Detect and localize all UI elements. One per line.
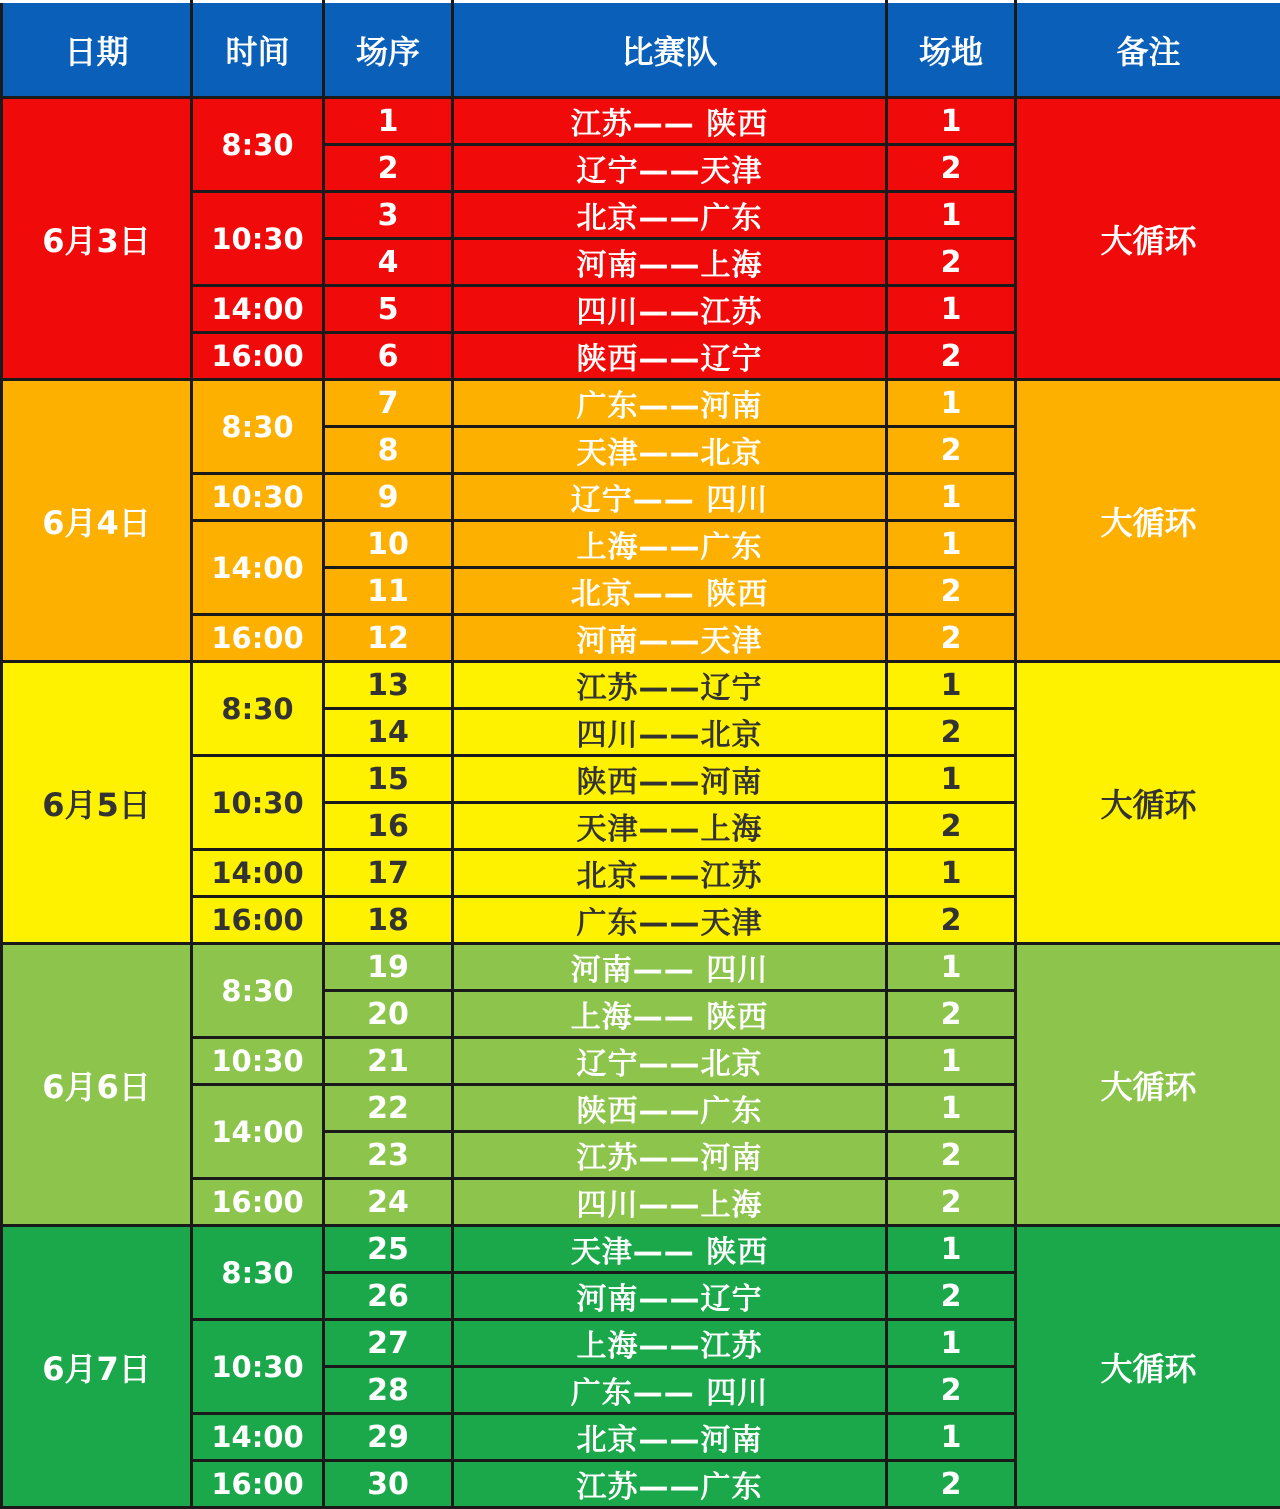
venue-cell: 1 (887, 1085, 1016, 1132)
match-seq-cell: 19 (324, 944, 453, 991)
match-seq-cell: 16 (324, 803, 453, 850)
time-cell: 14:00 (192, 286, 324, 333)
table-row (2, 98, 1280, 145)
header-venue: 场地 (887, 2, 1016, 98)
table-header (2, 2, 1280, 98)
header-date: 日期 (2, 2, 192, 98)
venue-cell: 2 (887, 1367, 1016, 1414)
venue-cell: 2 (887, 1273, 1016, 1320)
match-seq-cell: 24 (324, 1179, 453, 1226)
time-cell: 10:30 (192, 1038, 324, 1085)
teams-cell: 天津——北京 (453, 427, 887, 474)
time-cell: 14:00 (192, 1414, 324, 1461)
date-cell: 6月5日 (2, 662, 192, 944)
time-cell: 10:30 (192, 1320, 324, 1414)
note-cell: 大循环 (1016, 1226, 1280, 1508)
venue-cell: 2 (887, 615, 1016, 662)
teams-cell: 上海—— 陕西 (453, 991, 887, 1038)
venue-cell: 1 (887, 474, 1016, 521)
venue-cell: 2 (887, 145, 1016, 192)
teams-cell: 江苏——河南 (453, 1132, 887, 1179)
venue-cell: 1 (887, 1414, 1016, 1461)
time-cell: 10:30 (192, 474, 324, 521)
venue-cell: 1 (887, 98, 1016, 145)
table-row (2, 1226, 1280, 1273)
match-seq-cell: 20 (324, 991, 453, 1038)
venue-cell: 1 (887, 286, 1016, 333)
time-cell: 8:30 (192, 380, 324, 474)
teams-cell: 广东—— 四川 (453, 1367, 887, 1414)
match-seq-cell: 25 (324, 1226, 453, 1273)
match-seq-cell: 30 (324, 1461, 453, 1508)
match-seq-cell: 23 (324, 1132, 453, 1179)
teams-cell: 江苏——辽宁 (453, 662, 887, 709)
match-seq-cell: 4 (324, 239, 453, 286)
venue-cell: 1 (887, 944, 1016, 991)
match-seq-cell: 17 (324, 850, 453, 897)
match-seq-cell: 1 (324, 98, 453, 145)
venue-cell: 1 (887, 662, 1016, 709)
time-cell: 14:00 (192, 850, 324, 897)
note-cell: 大循环 (1016, 662, 1280, 944)
venue-cell: 2 (887, 239, 1016, 286)
teams-cell: 广东——河南 (453, 380, 887, 427)
venue-cell: 1 (887, 192, 1016, 239)
date-cell: 6月7日 (2, 1226, 192, 1508)
time-cell: 10:30 (192, 192, 324, 286)
match-seq-cell: 22 (324, 1085, 453, 1132)
match-seq-cell: 11 (324, 568, 453, 615)
teams-cell: 北京——河南 (453, 1414, 887, 1461)
teams-cell: 辽宁——北京 (453, 1038, 887, 1085)
match-seq-cell: 21 (324, 1038, 453, 1085)
match-seq-cell: 2 (324, 145, 453, 192)
teams-cell: 北京—— 陕西 (453, 568, 887, 615)
teams-cell: 辽宁——天津 (453, 145, 887, 192)
teams-cell: 河南——天津 (453, 615, 887, 662)
match-seq-cell: 3 (324, 192, 453, 239)
table-row (2, 944, 1280, 991)
match-seq-cell: 13 (324, 662, 453, 709)
match-seq-cell: 15 (324, 756, 453, 803)
match-seq-cell: 7 (324, 380, 453, 427)
venue-cell: 2 (887, 897, 1016, 944)
venue-cell: 2 (887, 991, 1016, 1038)
match-seq-cell: 12 (324, 615, 453, 662)
venue-cell: 1 (887, 1038, 1016, 1085)
venue-cell: 2 (887, 709, 1016, 756)
time-cell: 16:00 (192, 1179, 324, 1226)
date-cell: 6月6日 (2, 944, 192, 1226)
teams-cell: 四川——江苏 (453, 286, 887, 333)
date-cell: 6月4日 (2, 380, 192, 662)
teams-cell: 北京——广东 (453, 192, 887, 239)
teams-cell: 河南—— 四川 (453, 944, 887, 991)
match-seq-cell: 26 (324, 1273, 453, 1320)
venue-cell: 2 (887, 1179, 1016, 1226)
venue-cell: 2 (887, 333, 1016, 380)
teams-cell: 辽宁—— 四川 (453, 474, 887, 521)
teams-cell: 四川——上海 (453, 1179, 887, 1226)
match-seq-cell: 5 (324, 286, 453, 333)
time-cell: 8:30 (192, 662, 324, 756)
match-seq-cell: 6 (324, 333, 453, 380)
match-seq-cell: 9 (324, 474, 453, 521)
teams-cell: 陕西——河南 (453, 756, 887, 803)
time-cell: 8:30 (192, 944, 324, 1038)
match-seq-cell: 18 (324, 897, 453, 944)
time-cell: 8:30 (192, 1226, 324, 1320)
teams-cell: 陕西——广东 (453, 1085, 887, 1132)
time-cell: 16:00 (192, 1461, 324, 1508)
teams-cell: 四川——北京 (453, 709, 887, 756)
header-note: 备注 (1016, 2, 1280, 98)
teams-cell: 上海——江苏 (453, 1320, 887, 1367)
note-cell: 大循环 (1016, 944, 1280, 1226)
time-cell: 8:30 (192, 98, 324, 192)
venue-cell: 1 (887, 380, 1016, 427)
table-row (2, 380, 1280, 427)
table-row (2, 662, 1280, 709)
time-cell: 14:00 (192, 1085, 324, 1179)
teams-cell: 河南——上海 (453, 239, 887, 286)
time-cell: 10:30 (192, 756, 324, 850)
header-time: 时间 (192, 2, 324, 98)
venue-cell: 2 (887, 1461, 1016, 1508)
venue-cell: 1 (887, 1320, 1016, 1367)
venue-cell: 2 (887, 568, 1016, 615)
match-seq-cell: 10 (324, 521, 453, 568)
time-cell: 16:00 (192, 897, 324, 944)
teams-cell: 江苏——广东 (453, 1461, 887, 1508)
header-row (2, 2, 1280, 98)
venue-cell: 2 (887, 1132, 1016, 1179)
match-seq-cell: 28 (324, 1367, 453, 1414)
teams-cell: 天津——上海 (453, 803, 887, 850)
time-cell: 16:00 (192, 615, 324, 662)
venue-cell: 1 (887, 756, 1016, 803)
match-seq-cell: 27 (324, 1320, 453, 1367)
header-teams: 比赛队 (453, 2, 887, 98)
time-cell: 16:00 (192, 333, 324, 380)
header-seq: 场序 (324, 2, 453, 98)
teams-cell: 江苏—— 陕西 (453, 98, 887, 145)
venue-cell: 1 (887, 850, 1016, 897)
teams-cell: 天津—— 陕西 (453, 1226, 887, 1273)
table-body (2, 98, 1280, 1508)
teams-cell: 上海——广东 (453, 521, 887, 568)
teams-cell: 北京——江苏 (453, 850, 887, 897)
venue-cell: 2 (887, 427, 1016, 474)
teams-cell: 河南——辽宁 (453, 1273, 887, 1320)
venue-cell: 2 (887, 803, 1016, 850)
venue-cell: 1 (887, 521, 1016, 568)
time-cell: 14:00 (192, 521, 324, 615)
note-cell: 大循环 (1016, 380, 1280, 662)
teams-cell: 广东——天津 (453, 897, 887, 944)
match-seq-cell: 29 (324, 1414, 453, 1461)
teams-cell: 陕西——辽宁 (453, 333, 887, 380)
match-seq-cell: 8 (324, 427, 453, 474)
venue-cell: 1 (887, 1226, 1016, 1273)
match-seq-cell: 14 (324, 709, 453, 756)
note-cell: 大循环 (1016, 98, 1280, 380)
date-cell: 6月3日 (2, 98, 192, 380)
